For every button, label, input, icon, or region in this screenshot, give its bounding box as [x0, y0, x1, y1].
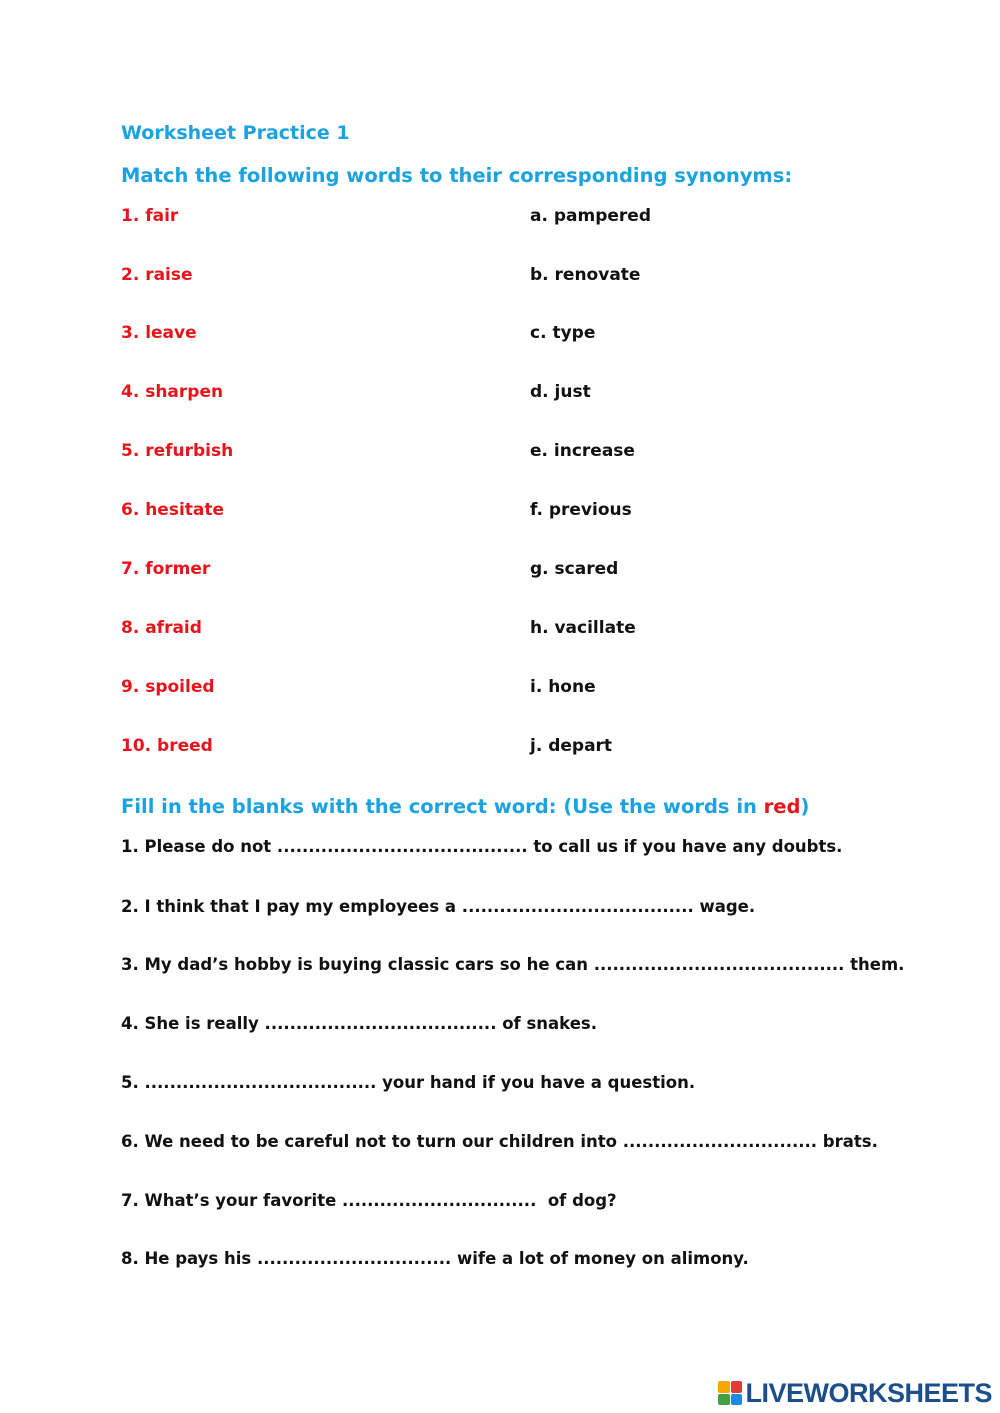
sentence: 5. ..................................... your hand if you have a question.	[121, 1073, 696, 1092]
left-word: 3. leave	[121, 323, 197, 343]
synonym-option: j. depart	[530, 736, 613, 756]
sentence: 6. We need to be careful not to turn our children into ............................... brats.	[121, 1132, 878, 1151]
left-word: 10. breed	[121, 736, 213, 756]
fill-instruction	[121, 795, 809, 818]
logo-mark-icon	[718, 1381, 742, 1405]
left-word: 2. raise	[121, 265, 193, 285]
sentence: 2. I think that I pay my employees a ..................................... wage.	[121, 897, 756, 916]
left-word: 5. refurbish	[121, 441, 234, 461]
fill-instruction-red-word: red	[763, 795, 801, 818]
sentence: 8. He pays his ............................... wife a lot of money on alimony.	[121, 1249, 749, 1268]
sentence: 7. What’s your favorite ............................... of dog?	[121, 1191, 617, 1210]
synonym-option: d. just	[530, 382, 591, 402]
match-instruction: Match the following words to their corresponding synonyms:	[121, 164, 793, 187]
fill-instruction-text: Fill in the blanks with the correct word: (Use the words in	[121, 795, 764, 818]
synonym-option: g. scared	[530, 559, 619, 579]
logo-text: LIVEWORKSHEETS	[745, 1377, 992, 1408]
sentence: 3. My dad’s hobby is buying classic cars so he can ........................................ them.	[121, 955, 905, 974]
left-word: 8. afraid	[121, 618, 202, 638]
sentence: 1. Please do not ........................................ to call us if you have any doubts.	[121, 837, 843, 856]
synonym-option: h. vacillate	[530, 618, 636, 638]
left-word: 7. former	[121, 559, 211, 579]
left-word: 1. fair	[121, 206, 179, 226]
synonym-option: c. type	[530, 323, 596, 343]
synonym-option: f. previous	[530, 500, 632, 520]
fill-instruction-close: )	[800, 795, 810, 818]
sentence: 4. She is really ..................................... of snakes.	[121, 1014, 597, 1033]
worksheet-title: Worksheet Practice 1	[121, 122, 350, 144]
synonym-option: e. increase	[530, 441, 635, 461]
synonym-option: i. hone	[530, 677, 596, 697]
left-word: 6. hesitate	[121, 500, 225, 520]
synonym-option: a. pampered	[530, 206, 651, 226]
left-word: 4. sharpen	[121, 382, 224, 402]
synonym-option: b. renovate	[530, 265, 641, 285]
left-word: 9. spoiled	[121, 677, 215, 697]
liveworksheets-logo	[718, 1379, 992, 1407]
